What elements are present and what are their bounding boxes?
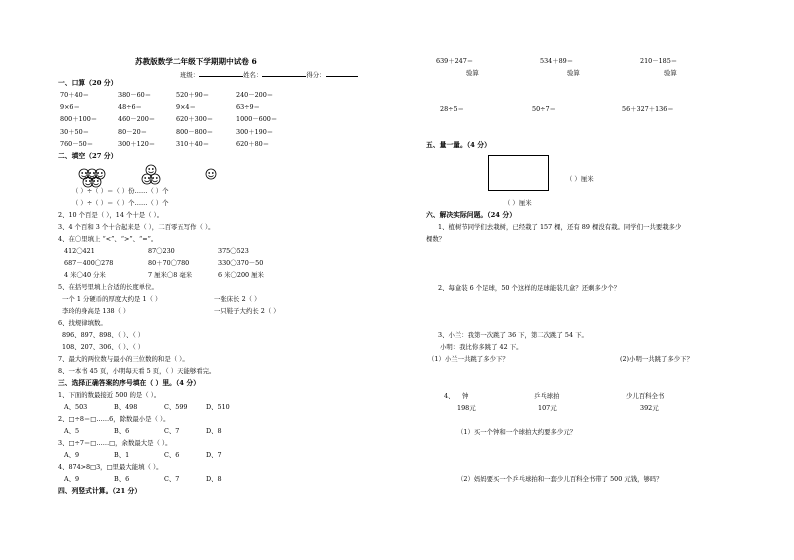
- compare-item: 7 厘米〇8 毫米: [148, 271, 193, 279]
- problem1-line1: 1、植树节同学们去栽树，已经栽了 157 棵，还有 89 棵没有栽。同学们一共要栽多少: [438, 223, 682, 231]
- pattern-line1: 896、897、898、（ ）、（ ）: [62, 331, 145, 339]
- calc-item: 800＋100＝: [60, 115, 98, 123]
- section1-title: 一、口算（20 分）: [58, 79, 118, 87]
- measure-rectangle: [488, 155, 549, 191]
- calc-item: 48÷6＝: [118, 103, 142, 111]
- choice-option[interactable]: A、503: [64, 403, 88, 411]
- fill-division-line2: （ ）÷（ ）＝（ ）个……（ ）个: [72, 199, 169, 207]
- fill-q4: 4、在〇里填上 “<”、“>”、“=”。: [58, 235, 158, 243]
- item-clock-name: 钟: [462, 392, 469, 400]
- compare-item: 330〇370－50: [218, 259, 264, 267]
- choice-stem: 4、874>8□3，□里最大能填（ ）。: [58, 463, 163, 471]
- calc-item: 9×6＝: [60, 103, 80, 111]
- vertical-calc-item: 28÷5＝: [440, 105, 464, 113]
- calc-item: 300＋120＝: [118, 140, 156, 148]
- problem4-sub1: （1）买一个钟和一个球拍大约要多少元？: [457, 428, 577, 436]
- item-encyclopedia-price: 392元: [640, 404, 659, 412]
- fill-division-line1: （ ）÷（ ）＝（ ）份……（ ）个: [72, 187, 169, 195]
- section3-title: 三、选择正确答案的序号填在（ ）里。（4 分）: [58, 379, 200, 387]
- calc-item: 70＋40＝: [60, 91, 90, 99]
- choice-option[interactable]: D、8: [206, 427, 222, 435]
- calc-item: 520＋90＝: [176, 91, 210, 99]
- choice-option[interactable]: C、6: [164, 451, 180, 459]
- problem4-number: 4、: [444, 392, 455, 400]
- item-clock-price: 198元: [457, 404, 476, 412]
- check-label: 验算: [567, 69, 580, 77]
- choice-option[interactable]: A、9: [64, 475, 80, 483]
- choice-option[interactable]: B、6: [114, 475, 130, 483]
- fill-q7: 7、最大的两位数与最小的三位数的和是（ ）。: [58, 355, 189, 363]
- calc-item: 800－800＝: [176, 128, 214, 136]
- choice-option[interactable]: D、7: [206, 451, 222, 459]
- fill-q5: 5、在括号里填上合适的长度单位。: [58, 283, 158, 291]
- score-blank[interactable]: [326, 70, 358, 77]
- section2-title: 二、填空（27 分）: [58, 152, 118, 160]
- problem1-line2: 棵数？: [426, 235, 446, 243]
- calc-item: 620＋300＝: [176, 115, 214, 123]
- item-paddle-name: 乒乓球拍: [534, 392, 560, 400]
- unit-item: 一只鞋子大约长 2（ ）: [214, 307, 280, 315]
- problem3-sub2: (2)小明一共跳了多少下？: [620, 355, 693, 363]
- calc-item: 30＋50＝: [60, 128, 90, 136]
- choice-stem: 3、□÷7＝□……□，余数最大是（ ）。: [58, 439, 172, 447]
- choice-stem: 2、□÷8＝□……6，除数最小是（ ）。: [58, 415, 170, 423]
- check-label: 验算: [664, 69, 677, 77]
- score-label: 得分：: [306, 71, 326, 79]
- item-encyclopedia-name: 少儿百科全书: [626, 392, 665, 400]
- pattern-line2: 108、207、306、（ ）、（ ）: [62, 343, 145, 351]
- unit-item: 一张床长 2（ ）: [214, 295, 261, 303]
- name-label: 姓名：: [243, 71, 263, 79]
- calc-item: 80－20＝: [118, 128, 148, 136]
- fill-q6: 6、找规律填数。: [58, 319, 107, 327]
- calc-item: 620＋80＝: [236, 140, 270, 148]
- name-blank[interactable]: [262, 70, 306, 77]
- choice-option[interactable]: A、5: [64, 427, 80, 435]
- vertical-calc-item: 56＋327＋136＝: [622, 105, 674, 113]
- problem4-sub2: （2）妈妈要买一个乒乓球拍和一套少儿百科全书带了 500 元钱，够吗？: [457, 475, 663, 483]
- problem2: 2、每盒装 6 个足球，50 个这样的足球能装几盒？还剩多少个？: [438, 284, 621, 292]
- choice-option[interactable]: A、9: [64, 451, 80, 459]
- choice-stem: 1、下面的数最接近 500 的是（ ）。: [58, 391, 161, 399]
- vertical-calc-item: 50÷7＝: [532, 105, 556, 113]
- calc-item: 310＋40＝: [176, 140, 210, 148]
- compare-item: 412〇421: [64, 247, 95, 255]
- problem3-sub1: （1）小兰一共跳了多少下？: [428, 355, 509, 363]
- class-label: 班级：: [180, 71, 200, 79]
- calc-item: 1000－600＝: [236, 115, 278, 123]
- choice-option[interactable]: D、510: [206, 403, 230, 411]
- choice-option[interactable]: C、7: [164, 475, 180, 483]
- calc-item: 9×4＝: [176, 103, 196, 111]
- fill-q3: 3、4 个百和 3 个十合起来是（ ），二百零五写作（ ）。: [58, 223, 215, 231]
- compare-item: 4 米〇40 分米: [64, 271, 106, 279]
- fill-q8: 8、一本书 45 页，小明每天看 5 页，（ ）天能够看完。: [58, 367, 216, 375]
- compare-item: 80＋70〇780: [148, 259, 190, 267]
- fill-q2: 2、10 个百是（ ），14 个十是（ ）。: [58, 211, 164, 219]
- student-info-line: [180, 70, 358, 78]
- measure-bottom-label: （ ）厘米: [504, 199, 532, 207]
- compare-item: 687－400〇278: [64, 259, 114, 267]
- choice-option[interactable]: B、498: [114, 403, 138, 411]
- vertical-calc-item: 534＋89＝: [540, 57, 574, 65]
- choice-option[interactable]: C、599: [164, 403, 188, 411]
- choice-option[interactable]: D、8: [206, 475, 222, 483]
- page-title: 苏教版数学二年级下学期期中试卷 6: [135, 57, 257, 66]
- check-label: 验算: [466, 69, 479, 77]
- choice-option[interactable]: C、7: [164, 427, 180, 435]
- unit-item: 一个 1 分硬币的厚度大约是 1（ ）: [62, 295, 162, 303]
- calc-item: 460－200＝: [118, 115, 156, 123]
- calc-item: 240－200＝: [236, 91, 274, 99]
- unit-item: 李玲的身高是 138（ ）: [62, 307, 130, 315]
- calc-item: 300＋190＝: [236, 128, 274, 136]
- calc-item: 380－60＝: [118, 91, 152, 99]
- class-blank[interactable]: [199, 70, 243, 77]
- problem3-line2: 小明：我比你多跳了 42 下。: [440, 343, 523, 351]
- measure-side-label: （ ）厘米: [566, 175, 594, 183]
- compare-item: 6 米〇200 厘米: [218, 271, 264, 279]
- section5-title: 五、量一量。（4 分）: [426, 141, 491, 149]
- section4-title: 四、列竖式计算。（21 分）: [58, 487, 142, 495]
- calc-item: 760－50＝: [60, 140, 94, 148]
- item-paddle-price: 107元: [538, 404, 557, 412]
- choice-option[interactable]: B、6: [114, 427, 130, 435]
- section6-title: 六、解决实际问题。（24 分）: [426, 211, 516, 219]
- calc-item: 63÷9＝: [236, 103, 260, 111]
- vertical-calc-item: 210－185＝: [640, 57, 678, 65]
- compare-item: 87〇230: [148, 247, 175, 255]
- compare-item: 375〇523: [218, 247, 249, 255]
- choice-option[interactable]: B、1: [114, 451, 130, 459]
- vertical-calc-item: 639＋247＝: [436, 57, 474, 65]
- problem3-line1: 3、小兰：我第一次跳了 36 下，第二次跳了 54 下。: [438, 331, 588, 339]
